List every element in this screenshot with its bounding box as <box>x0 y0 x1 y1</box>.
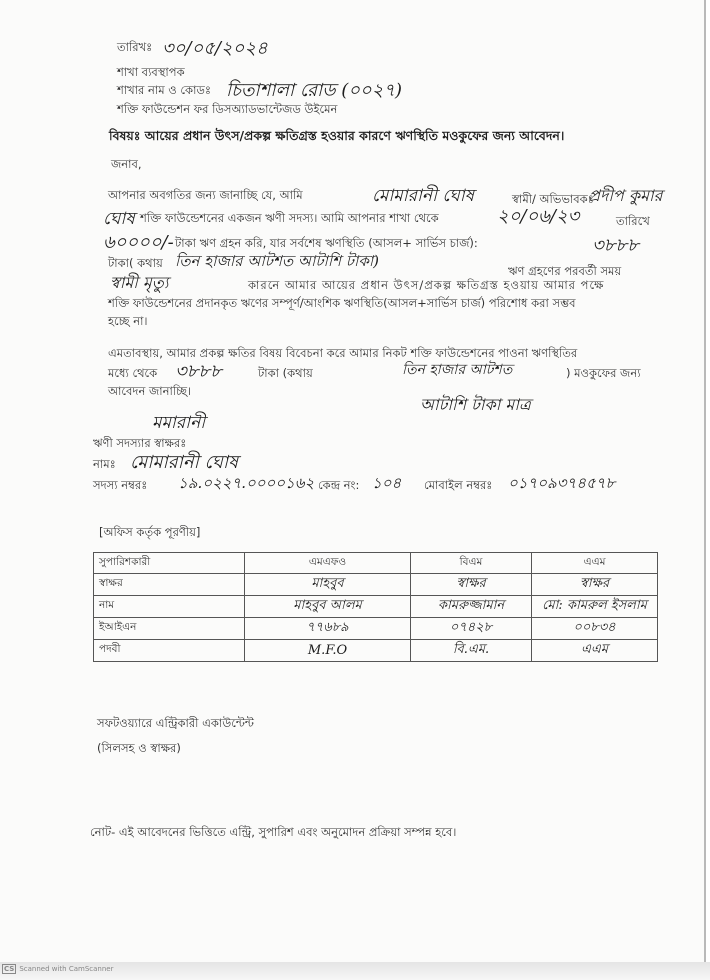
p2-line2-words-label: টাকা (কথায় <box>258 366 313 380</box>
branch-name-value: চিতাশালা রোড (০০২৭) <box>226 80 403 101</box>
table-row <box>94 574 658 596</box>
bm-designation: বি.এম. <box>411 640 532 662</box>
p1-line4-suffix: ঋণ গ্রহণের পরবর্তী সময় <box>508 264 622 278</box>
waiver-words-hw: তিন হাজার আটশত <box>402 362 513 378</box>
table-row <box>94 596 658 618</box>
p2-line2-prefix: মধ্যে থেকে <box>108 366 158 380</box>
bm-signature: স্বাক্ষর <box>411 574 532 596</box>
scanner-text: Scanned with CamScanner <box>19 965 114 973</box>
table-row <box>94 640 658 662</box>
guardian-name-hw: প্রদীপ কুমার <box>588 186 663 205</box>
p1-line3-text: টাকা ঋণ গ্রহন করি, যার সর্বশেষ ঋণস্থিতি (আসল+ সার্ভিস চার্জ): <box>175 236 478 250</box>
header-am: এএম <box>532 553 658 574</box>
waiver-words-line2-hw: আটাশি টাকা মাত্র <box>420 395 531 414</box>
p1-line2-date-suffix: তারিখে <box>616 214 650 228</box>
p1-line1-text: আপনার অবগতির জন্য জানাচ্ছি যে, আমি <box>108 188 303 202</box>
p2-line2-suffix: ) মওকুফের জন্য <box>566 366 641 380</box>
branch-manager-label: শাখা ব্যবস্থাপক <box>117 65 185 79</box>
branch-name-label: শাখার নাম ও কোডঃ <box>117 83 212 97</box>
mfo-signature: মাহবুব <box>245 574 411 596</box>
member-name-hw: মোমারানী ঘোষ <box>130 452 239 473</box>
row-label-name: নাম <box>94 596 245 618</box>
bm-ein: ০৭৪২৮ <box>411 618 532 640</box>
subject-line: বিষয়ঃ আয়ের প্রধান উৎস/প্রকল্প ক্ষতিগ্রস্ত হওয়ার কারণে ঋণস্থিতি মওকুফের জন্য আবেদন। <box>109 128 565 143</box>
row-label-ein: ইআইএন <box>94 618 245 640</box>
office-table <box>93 552 658 662</box>
kendra-label: কেন্দ্র নং: <box>318 478 360 492</box>
software-entry-label: সফটওয়্যারে এন্ট্রিকারী একাউন্টেন্ট <box>97 716 254 730</box>
member-no-hw: ১৯.০২২৭.০০০০১৬২ <box>178 474 315 492</box>
p1-line7-text: হচ্ছে না। <box>108 314 148 328</box>
row-label-designation: পদবী <box>94 640 245 662</box>
mfo-designation: M.F.O <box>245 640 411 662</box>
kendra-hw: ১০৪ <box>372 474 402 492</box>
member-signature-hw: মমারানী <box>152 413 206 433</box>
am-signature: স্বাক্ষর <box>532 574 658 596</box>
org-line: শক্তি ফাউন্ডেশন ফর ডিসঅ্যাডভান্টেজড উইমেন <box>117 102 338 116</box>
guardian-surname-hw: ঘোষ <box>103 209 135 229</box>
scanner-watermark <box>2 964 113 974</box>
p2-line3-text: আবেদন জানাচ্ছি। <box>108 384 192 398</box>
salutation: জনাব, <box>111 157 142 171</box>
date-label: তারিখঃ <box>117 40 153 54</box>
mfo-name: মাহবুব আলম <box>245 596 411 618</box>
am-ein: ০০৮৩৪ <box>532 618 658 640</box>
waiver-amount-hw: ৩৮৮৮ <box>175 361 222 382</box>
p1-line2-text: শক্তি ফাউন্ডেশনের একজন ঋণী সদস্য। আমি আপনার শাখা থেকে <box>140 211 439 225</box>
header-recommender: সুপারিশকারী <box>94 553 245 574</box>
signature-label: ঋণী সদস্যার স্বাক্ষরঃ <box>93 436 187 450</box>
p1-line1-guardian-label: স্বামী/ অভিভাবকঃ <box>512 192 594 206</box>
software-entry-seal: (সিলসহ ও স্বাক্ষর) <box>97 741 181 755</box>
outstanding-words-hw: তিন হাজার আটশত আটাশি টাকা) <box>175 252 380 270</box>
header-bm: বিএম <box>411 553 532 574</box>
header-mfo: এমএফও <box>245 553 411 574</box>
date-value: ৩০/০৫/২০২৪ <box>162 38 268 59</box>
p1-line6-text: শক্তি ফাউন্ডেশনের প্রদানকৃত ঋণের সম্পূর্ণ/আংশিক ঋণস্থিতি(আসল+সার্ভিস চার্জ) পরিশোধ করা সম্ভব <box>108 296 576 310</box>
loan-amount-hw: ৬০০০০/- <box>103 232 174 253</box>
loan-date-hw: ২০/০৬/২৩ <box>497 206 580 227</box>
applicant-name-hw: মোমারানী ঘোষ <box>372 186 475 206</box>
am-designation: এএম <box>532 640 658 662</box>
p2-line1-text: এমতাবস্থায়, আমার প্রকল্প ক্ষতির বিষয় বিবেচনা করে আমার নিকট শক্তি ফাউন্ডেশনের পাওনা ঋণস্থিতির <box>108 346 578 360</box>
mobile-hw: ০১৭০৯৩৭৪৫৭৮ <box>508 474 616 492</box>
name-label: নামঃ <box>93 457 116 471</box>
table-row <box>94 618 658 640</box>
member-no-label: সদস্য নম্বরঃ <box>93 478 148 492</box>
am-name: মো: কামরুল ইসলাম <box>532 596 658 618</box>
bm-name: কামরুজ্জামান <box>411 596 532 618</box>
row-label-signature: স্বাক্ষর <box>94 574 245 596</box>
mfo-ein: ৭৭৬৮৯ <box>245 618 411 640</box>
office-caption: [অফিস কর্তৃক পূরণীয়] <box>99 525 201 539</box>
office-table-header <box>94 553 658 574</box>
outstanding-hw: ৩৮৮৮ <box>592 235 639 256</box>
p1-line4-text: টাকা( কথায় <box>108 256 163 270</box>
mobile-label: মোবাইল নম্বরঃ <box>424 478 493 492</box>
cause-hw: স্বামী মৃত্যু <box>110 273 169 292</box>
camscanner-icon: CS <box>4 965 15 973</box>
note-text: নোট- এই আবেদনের ভিত্তিতে এন্ট্রি, সুপারিশ এবং অনুমোদন প্রক্রিয়া সম্পন্ন হবে। <box>90 825 457 839</box>
p1-line5-text: কারনে আমার আয়ের প্রধান উৎস/প্রকল্প ক্ষতিগ্রস্ত হওয়ায় আমার পক্ষে <box>248 278 605 292</box>
